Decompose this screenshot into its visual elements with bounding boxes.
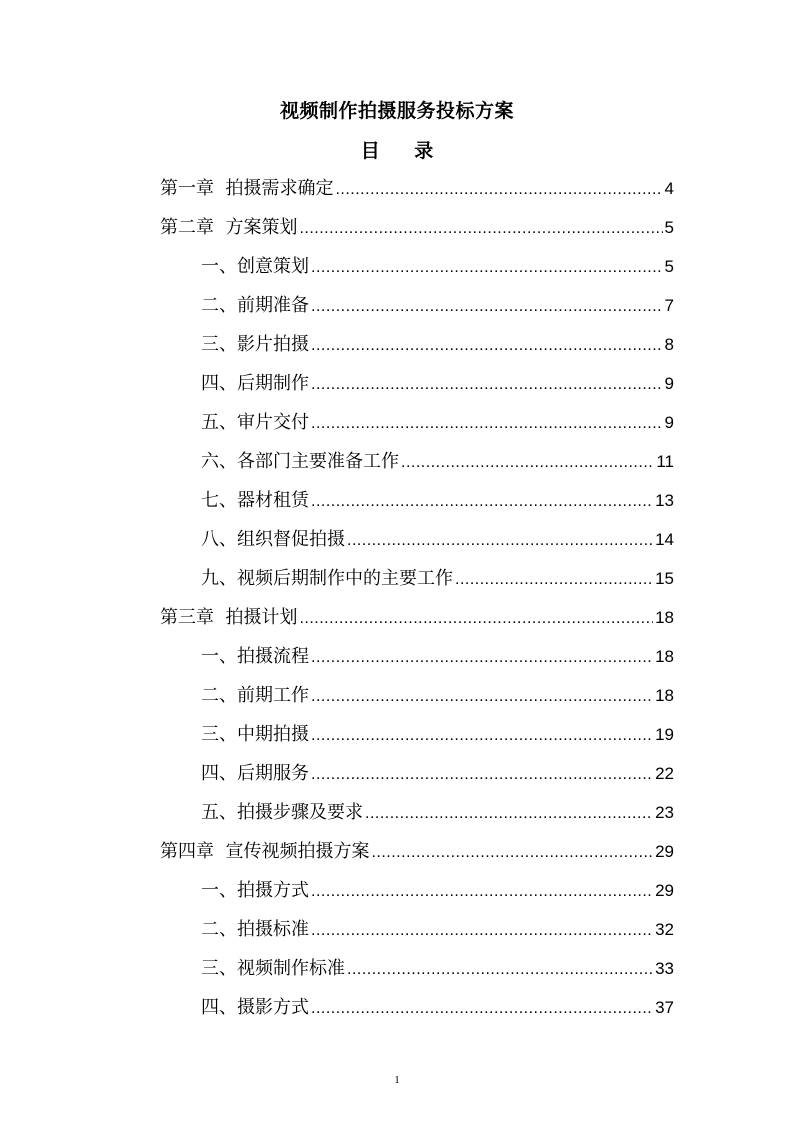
toc-entry-page: 9: [664, 413, 674, 432]
toc-dot-leader: [401, 443, 654, 482]
toc-entry-label: 二、前期准备: [201, 295, 309, 316]
toc-heading: 目 录: [360, 140, 448, 162]
toc-entry[interactable]: [160, 442, 674, 481]
toc-dot-leader: [311, 482, 653, 521]
toc-entry-page: 13: [655, 491, 674, 510]
toc-dot-leader: [365, 794, 653, 833]
toc-dot-leader: [311, 989, 653, 1028]
toc-entry-page: 5: [664, 218, 674, 237]
toc-entry-label: 二、拍摄标准: [201, 919, 309, 940]
toc-entry-label: 一、拍摄流程: [201, 646, 309, 667]
toc-dot-leader: [311, 911, 653, 950]
table-of-contents: [160, 169, 674, 1027]
toc-entry[interactable]: [160, 559, 674, 598]
toc-dot-leader: [299, 599, 653, 638]
toc-entry-label: 一、拍摄方式: [201, 880, 309, 901]
toc-entry-label: 三、视频制作标准: [201, 958, 345, 979]
toc-entry-page: 18: [655, 686, 674, 705]
toc-entry[interactable]: [160, 520, 674, 559]
toc-entry-page: 23: [655, 803, 674, 822]
toc-entry-page: 19: [655, 725, 674, 744]
toc-entry-page: 18: [655, 608, 674, 627]
toc-dot-leader: [347, 950, 653, 989]
toc-entry[interactable]: [160, 637, 674, 676]
toc-entry[interactable]: [160, 871, 674, 910]
toc-entry[interactable]: [160, 988, 674, 1027]
page-number: 1: [394, 1074, 400, 1086]
toc-entry-label: 七、器材租赁: [201, 490, 309, 511]
toc-dot-leader: [311, 755, 653, 794]
toc-dot-leader: [311, 872, 653, 911]
toc-entry-page: 7: [664, 296, 674, 315]
toc-entry-label: 第三章 拍摄计划: [160, 607, 298, 628]
toc-entry[interactable]: [160, 676, 674, 715]
toc-entry-page: 15: [655, 569, 674, 588]
toc-entry[interactable]: [160, 715, 674, 754]
toc-dot-leader: [311, 287, 663, 326]
toc-entry-label: 四、后期服务: [201, 763, 309, 784]
toc-dot-leader: [311, 365, 663, 404]
toc-entry-page: 11: [656, 452, 674, 471]
toc-entry[interactable]: [160, 754, 674, 793]
toc-entry-page: 32: [655, 920, 674, 939]
toc-entry[interactable]: [160, 910, 674, 949]
toc-entry-label: 五、审片交付: [201, 412, 309, 433]
toc-dot-leader: [311, 248, 663, 287]
toc-entry-label: 六、各部门主要准备工作: [201, 451, 399, 472]
toc-entry-page: 29: [655, 842, 674, 861]
toc-dot-leader: [311, 404, 663, 443]
toc-entry[interactable]: [160, 481, 674, 520]
toc-entry-page: 4: [664, 179, 674, 198]
toc-entry-label: 四、后期制作: [201, 373, 309, 394]
toc-dot-leader: [371, 833, 653, 872]
toc-entry[interactable]: [160, 325, 674, 364]
document-title: 视频制作拍摄服务投标方案: [279, 100, 514, 122]
toc-entry[interactable]: [160, 208, 674, 247]
toc-entry[interactable]: [160, 286, 674, 325]
toc-entry-page: 14: [655, 530, 674, 549]
toc-entry-label: 第四章 宣传视频拍摄方案: [160, 841, 370, 862]
toc-entry[interactable]: [160, 793, 674, 832]
toc-dot-leader: [335, 170, 662, 209]
toc-entry-label: 五、拍摄步骤及要求: [201, 802, 363, 823]
toc-entry[interactable]: [160, 832, 674, 871]
toc-entry[interactable]: [160, 247, 674, 286]
toc-dot-leader: [311, 326, 663, 365]
toc-dot-leader: [455, 560, 653, 599]
toc-entry-page: 8: [664, 335, 674, 354]
toc-entry[interactable]: [160, 403, 674, 442]
toc-entry-page: 9: [664, 374, 674, 393]
toc-entry-label: 四、摄影方式: [201, 997, 309, 1018]
toc-entry-label: 一、创意策划: [201, 256, 309, 277]
toc-entry-label: 第二章 方案策划: [160, 217, 298, 238]
toc-dot-leader: [311, 716, 653, 755]
toc-entry-label: 九、视频后期制作中的主要工作: [201, 568, 453, 589]
toc-dot-leader: [299, 209, 662, 248]
toc-dot-leader: [347, 521, 653, 560]
toc-dot-leader: [311, 638, 653, 677]
toc-entry-label: 第一章 拍摄需求确定: [160, 178, 334, 199]
toc-entry-page: 37: [655, 998, 674, 1017]
toc-entry-label: 三、中期拍摄: [201, 724, 309, 745]
toc-entry-page: 29: [655, 881, 674, 900]
toc-entry[interactable]: [160, 364, 674, 403]
toc-entry-page: 33: [655, 959, 674, 978]
toc-entry-label: 三、影片拍摄: [201, 334, 309, 355]
toc-entry-page: 5: [664, 257, 674, 276]
toc-dot-leader: [311, 677, 653, 716]
toc-entry-page: 18: [655, 647, 674, 666]
toc-entry[interactable]: [160, 169, 674, 208]
toc-entry-page: 22: [655, 764, 674, 783]
toc-entry-label: 八、组织督促拍摄: [201, 529, 345, 550]
toc-entry-label: 二、前期工作: [201, 685, 309, 706]
toc-entry[interactable]: [160, 949, 674, 988]
toc-entry[interactable]: [160, 598, 674, 637]
